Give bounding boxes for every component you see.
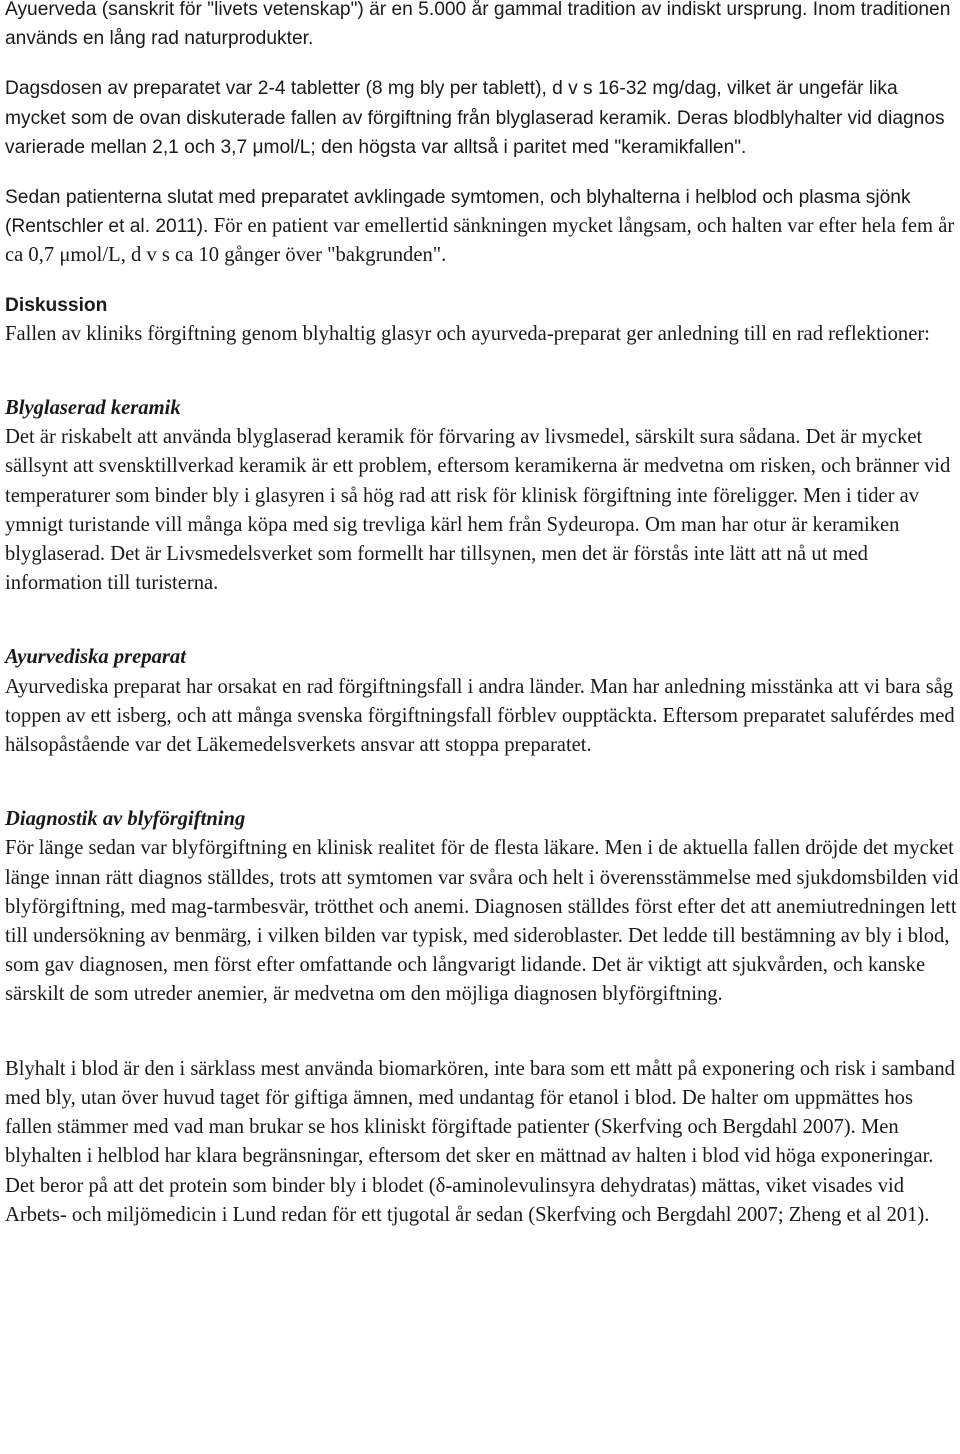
section-diagnostik (5, 805, 960, 1009)
paragraph-text: Ayurvediska preparat har orsakat en rad förgiftningsfall i andra länder. Man har anledning misstänka att vi bara såg toppen av ett isberg, och att många svenska förgiftningsfall förblev oupptäckta. Eftersom preparatet saluférdes med hälsopåstående var det Läkemedelsverkets ansvar att stoppa preparatet. (5, 675, 955, 757)
paragraph-text-sans: Sedan patienterna slutat med preparatet avklingade symtomen, och blyhalterna i helblod och plasma sjönk (Rentschler et al. 2011). (5, 187, 911, 238)
document-page (5, 0, 960, 1251)
paragraph-text: För länge sedan var blyförgiftning en klinisk realitet för de flesta läkare. Men i de aktuella fallen dröjde det mycket länge innan rätt diagnos ställdes, trots att symtomen var svåra och helt i överensstämmelse med sjukdomsbilden vid blyförgiftning, med mag-tarmbesvär, trötthet och anemi. Diagnosen ställdes först efter det att anemiutredningen lett till undersökning av benmärg, i vilken bilden var typisk, med sideroblaster. Det ledde till bestämning av bly i blod, som gav diagnosen, men först efter omfattande och långvarigt lidande. Det är viktigt att sjukvården, och kanske särskilt de som utreder anemier, är medvetna om den möjliga diagnosen blyförgiftning. (5, 837, 959, 1006)
paragraph-recovery (5, 183, 960, 271)
paragraph-dose (5, 74, 960, 162)
paragraph-blyhalt (5, 1055, 960, 1230)
paragraph-text-serif: För en patient var emellertid sänkningen mycket långsam, och halten var efter hela fem år ca 0,7 μmol/L, d v s ca 10 gånger över "bakgrunden". (5, 215, 955, 267)
section-ayurvediska-preparat (5, 643, 960, 760)
paragraph-text: Ayuerveda (sanskrit för "livets vetenskap") är en 5.000 år gammal tradition av indiskt ursprung. Inom traditionen används en lång rad naturprodukter. (5, 0, 951, 50)
heading-blyglaserad-keramik: Blyglaserad keramik (5, 397, 181, 420)
paragraph-text: Fallen av kliniks förgiftning genom blyhaltig glasyr och ayurveda-preparat ger anledning till en rad reflektioner: (5, 322, 930, 345)
section-blyglaserad-keramik (5, 394, 960, 598)
heading-diskussion: Diskussion (5, 294, 108, 316)
paragraph-ayurveda-intro (5, 0, 960, 53)
section-diskussion (5, 291, 960, 349)
paragraph-text: Dagsdosen av preparatet var 2-4 tabletter (8 mg bly per tablett), d v s 16-32 mg/dag, vilket är ungefär lika mycket som de ovan diskuterade fallen av förgiftning från blyglaserad keramik. Deras blodblyhalter vid diagnos varierade mellan 2,1 och 3,7 μmol/L; den högsta var alltså i paritet med "keramikfallen". (5, 78, 945, 158)
heading-ayurvediska-preparat: Ayurvediska preparat (5, 646, 186, 669)
paragraph-text: Det är riskabelt att använda blyglaserad keramik för förvaring av livsmedel, särskilt sura sådana. Det är mycket sällsynt att svensktillverkad keramik är ett problem, eftersom keramikerna är medvetna om risken, och bränner vid temperaturer som binder bly i glasyren i så hög rad att risk för klinisk förgiftning inte föreligger. Men i tider av ymnigt turistande vill många köpa med sig trevliga kärl hem från Sydeuropa. Om man har otur är keramiken blyglaserad. Det är Livsmedelsverket som formellt har tillsynen, men det är förstås inte lätt att nå ut med information till turisterna. (5, 426, 951, 595)
paragraph-text: Blyhalt i blod är den i särklass mest använda biomarkören, inte bara som ett mått på exponering och risk i samband med bly, utan över huvud taget för giftiga ämnen, med undantag för etanol i blod. De halter om uppmättes hos fallen stämmer med vad man brukar se hos kliniskt förgiftade patienter (Skerfving och Bergdahl 2007). Men blyhalten i helblod har klara begränsningar, eftersom det sker en mättnad av halten i blod vid höga exponeringar. Det beror på att det protein som binder bly i blodet (δ-aminolevulinsyra dehydratas) mättas, viket visades vid Arbets- och miljömedicin i Lund redan för ett tjugotal år sedan (Skerfving och Bergdahl 2007; Zheng et al 201). (5, 1057, 955, 1226)
heading-diagnostik: Diagnostik av blyförgiftning (5, 808, 246, 831)
